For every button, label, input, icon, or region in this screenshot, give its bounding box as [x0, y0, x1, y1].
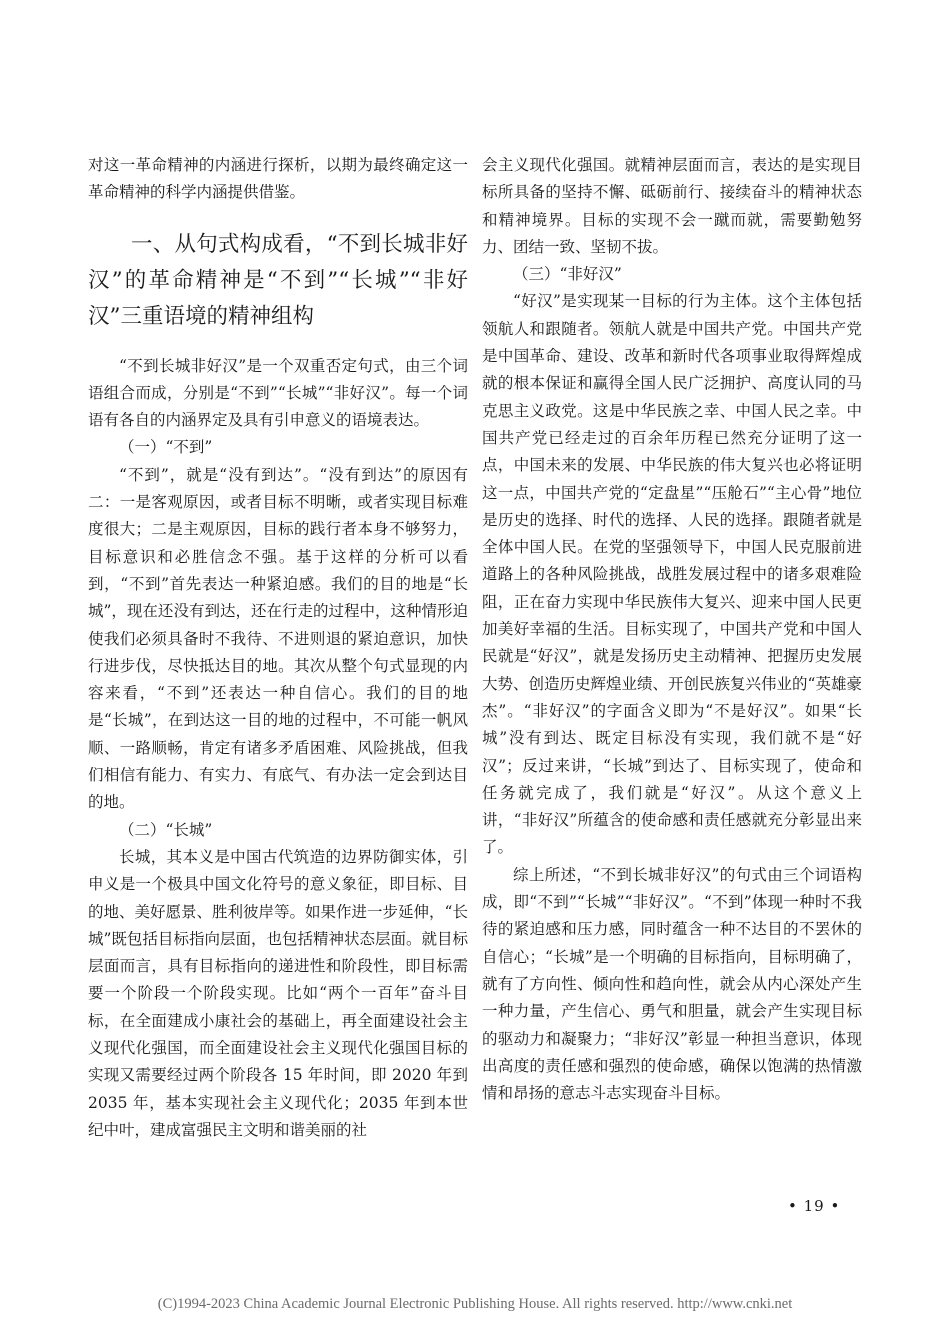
- section-heading: 一、从句式构成看，“不到长城非好汉”的革命精神是“不到”“长城”“非好汉”三重语境的精神组构: [88, 231, 468, 329]
- subheading: （二）“长城”: [119, 820, 213, 839]
- paragraph-continued: 会主义现代化强国。就精神层面而言，表达的是实现目标所具备的坚持不懈、砥砺前行、接续奋斗的精神状态和精神境界。目标的实现不会一蹴而就，需要勤勉努力、团结一致、坚韧不拔。: [482, 156, 862, 256]
- paragraph: “不到长城非好汉”是一个双重否定句式，由三个词语组合而成，分别是“不到”“长城”“非好汉”。每一个词语有各自的内涵界定及具有引申意义的语境表达。: [88, 356, 468, 430]
- paragraph: “好汉”是实现某一目标的行为主体。这个主体包括领航人和跟随者。领航人就是中国共产党。中国共产党是中国革命、建设、改革和新时代各项事业取得辉煌成就的根本保证和赢得全国人民广泛拥护、高度认同的马克思主义政党。这是中华民族之幸、中国人民之幸。中国共产党已经走过的百余年历程已然充分证明了这一点，中国未来的发展、中华民族的伟大复兴也必将证明这一点，中国共产党的“定盘星”“压舱石”“主心骨”地位是历史的选择、时代的选择、人民的选择。跟随者就是全体中国人民。在党的坚强领导下，中国人民克服前进道路上的各种风险挑战，战胜发展过程中的诸多艰难险阻，正在奋力实现中华民族伟大复兴、迎来中国人民更加美好幸福的生活。目标实现了，中国共产党和中国人民就是“好汉”，就是发扬历史主动精神、把握历史发展大势、创造历史辉煌业绩、开创民族复兴伟业的“英雄豪杰”。“非好汉”的字面含义即为“不是好汉”。如果“长城”没有到达、既定目标没有实现，我们就不是“好汉”；反过来讲，“长城”到达了、目标实现了，使命和任务就完成了，我们就是“好汉”。从这个意义上讲，“非好汉”所蕴含的使命感和责任感就充分彰显出来了。: [482, 292, 862, 857]
- subheading: （一）“不到”: [119, 438, 213, 457]
- paragraph: “不到”，就是“没有到达”。“没有到达”的原因有二：一是客观原因，或者目标不明晰，或者实现目标难度很大；二是主观原因，目标的践行者本身不够努力，目标意识和必胜信念不强。基于这样的分析可以看到，“不到”首先表达一种紧迫感。我们的目的地是“长城”，现在还没有到达，还在行走的过程中，这种情形迫使我们必须具备时不我待、不进则退的紧迫意识，加快行进步伐，尽快抵达目的地。其次从整个句式显现的内容来看，“不到”还表达一种自信心。我们的目的地是“长城”，在到达这一目的地的过程中，不可能一帆风顺、一路顺畅，肯定有诸多矛盾困难、风险挑战，但我们相信有能力、有实力、有底气、有办法一定会到达目的地。: [88, 465, 468, 812]
- right-column: [482, 152, 862, 1107]
- page-number: • 19 •: [788, 1197, 841, 1215]
- paragraph: 综上所述，“不到长城非好汉”的句式由三个词语构成，即“不到”“长城”“非好汉”。“不到”体现一种时不我待的紧迫感和压力感，同时蕴含一种不达目的不罢休的自信心；“长城”是一个明确的目标指向，目标明确了，就有了方向性、倾向性和趋向性，就会从内心深处产生一种力量，产生信心、勇气和胆量，就会产生实现目标的驱动力和凝聚力；“非好汉”彰显一种担当意识，体现出高度的责任感和强烈的使命感，确保以饱满的热情激情和昂扬的意志斗志实现奋斗目标。: [482, 865, 862, 1103]
- intro-paragraph: 对这一革命精神的内涵进行探析，以期为最终确定这一革命精神的科学内涵提供借鉴。: [88, 156, 468, 202]
- copyright-footer: (C)1994-2023 China Academic Journal Electronic Publishing House. All rights reserved. http://www.cnki.net: [157, 1296, 793, 1312]
- subheading: （三）“非好汉”: [513, 265, 622, 284]
- paragraph: 长城，其本义是中国古代筑造的边界防御实体，引申义是一个极具中国文化符号的意义象征，即目标、目的地、美好愿景、胜利彼岸等。如果作进一步延伸，“长城”既包括目标指向层面，也包括精神状态层面。就目标层面而言，具有目标指向的递进性和阶段性，即目标需要一个阶段一个阶段实现。比如“两个一百年”奋斗目标，在全面建成小康社会的基础上，再全面建设社会主义现代化强国，而全面建设社会主义现代化强国目标的实现又需要经过两个阶段各 15 年时间，即 2020 年到 2035 年，基本实现社会主义现代化；2035 年到本世纪中叶，建成富强民主文明和谐美丽的社: [88, 847, 468, 1139]
- left-column: [88, 152, 468, 1144]
